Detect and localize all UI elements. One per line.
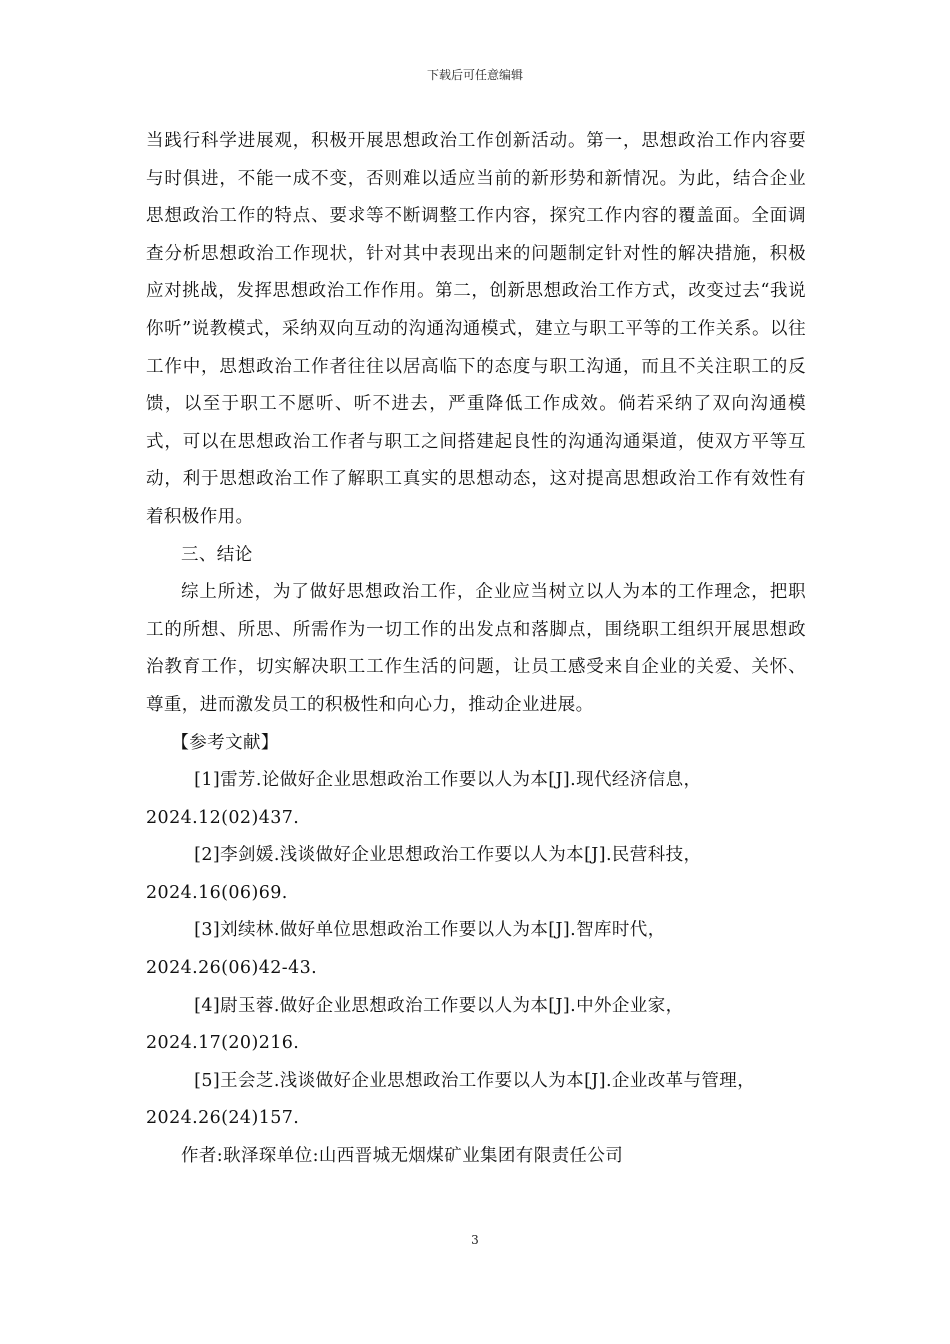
author-line: 作者:耿泽琛单位:山西晋城无烟煤矿业集团有限责任公司 — [181, 1146, 624, 1167]
paragraph-innovation: 当践行科学进展观，积极开展思想政治工作创新活动。第一，思想政治工作内容要与时俱进，不能一成不变，否则难以适应当前的新形势和新情况。为此，结合企业思想政治工作的特点、要求等不断调整工作内容，探究工作内容的覆盖面。全面调查分析思想政治工作现状，针对其中表现出来的问题制定针对性的解决措施，积极应对挑战，发挥思想政治工作作用。第二，创新思想政治工作方式，改变过去“我说你听”说教模式，采纳双向互动的沟通沟通模式，建立与职工平等的工作关系。以往工作中，思想政治工作者往往以居高临下的态度与职工沟通，而且不关注职工的反馈，以至于职工不愿听、听不进去，严重降低工作成效。倘若采纳了双向沟通模式，可以在思想政治工作者与职工之间搭建起良性的沟通沟通渠道，使双方平等互动，利于思想政治工作了解职工真实的思想动态，这对提高思想政治工作有效性有着积极作用。 — [146, 131, 806, 527]
reference-item-1 — [146, 762, 806, 837]
paragraph-conclusion: 综上所述，为了做好思想政治工作，企业应当树立以人为本的工作理念，把职工的所想、所思、所需作为一切工作的出发点和落脚点，围绕职工组织开展思想政治教育工作，切实解决职工工作生活的问题，让员工感受来自企业的关爱、关怀、尊重，进而激发员工的积极性和向心力，推动企业进展。 — [146, 582, 806, 715]
reference-tail: 2024.16(06)69. — [146, 882, 288, 903]
reference-item-2 — [146, 837, 806, 912]
reference-main: [2]李剑媛.浅谈做好企业思想政治工作要以人为本[J].民营科技， — [194, 845, 702, 866]
references-heading: 【参考文献】 — [171, 732, 279, 753]
document-body — [146, 123, 806, 1176]
page-header: 下载后可任意编辑 — [426, 68, 523, 82]
reference-tail: 2024.26(24)157. — [146, 1108, 300, 1129]
reference-main: [1]雷芳.论做好企业思想政治工作要以人为本[J].现代经济信息， — [194, 770, 702, 791]
section-heading-conclusion: 三、结论 — [181, 544, 253, 565]
reference-tail: 2024.17(20)216. — [146, 1033, 300, 1054]
page-number: 3 — [471, 1233, 479, 1247]
reference-main: [4]尉玉蓉.做好企业思想政治工作要以人为本[J].中外企业家， — [194, 995, 684, 1016]
reference-main: [3]刘续林.做好单位思想政治工作要以人为本[J].智库时代， — [194, 920, 666, 941]
reference-main: [5]王会芝.浅谈做好企业思想政治工作要以人为本[J].企业改革与管理， — [194, 1070, 756, 1091]
reference-tail: 2024.26(06)42-43. — [146, 958, 318, 979]
reference-tail: 2024.12(02)437. — [146, 807, 300, 828]
reference-item-3 — [146, 912, 806, 987]
reference-item-5 — [146, 1063, 806, 1138]
reference-item-4 — [146, 988, 806, 1063]
